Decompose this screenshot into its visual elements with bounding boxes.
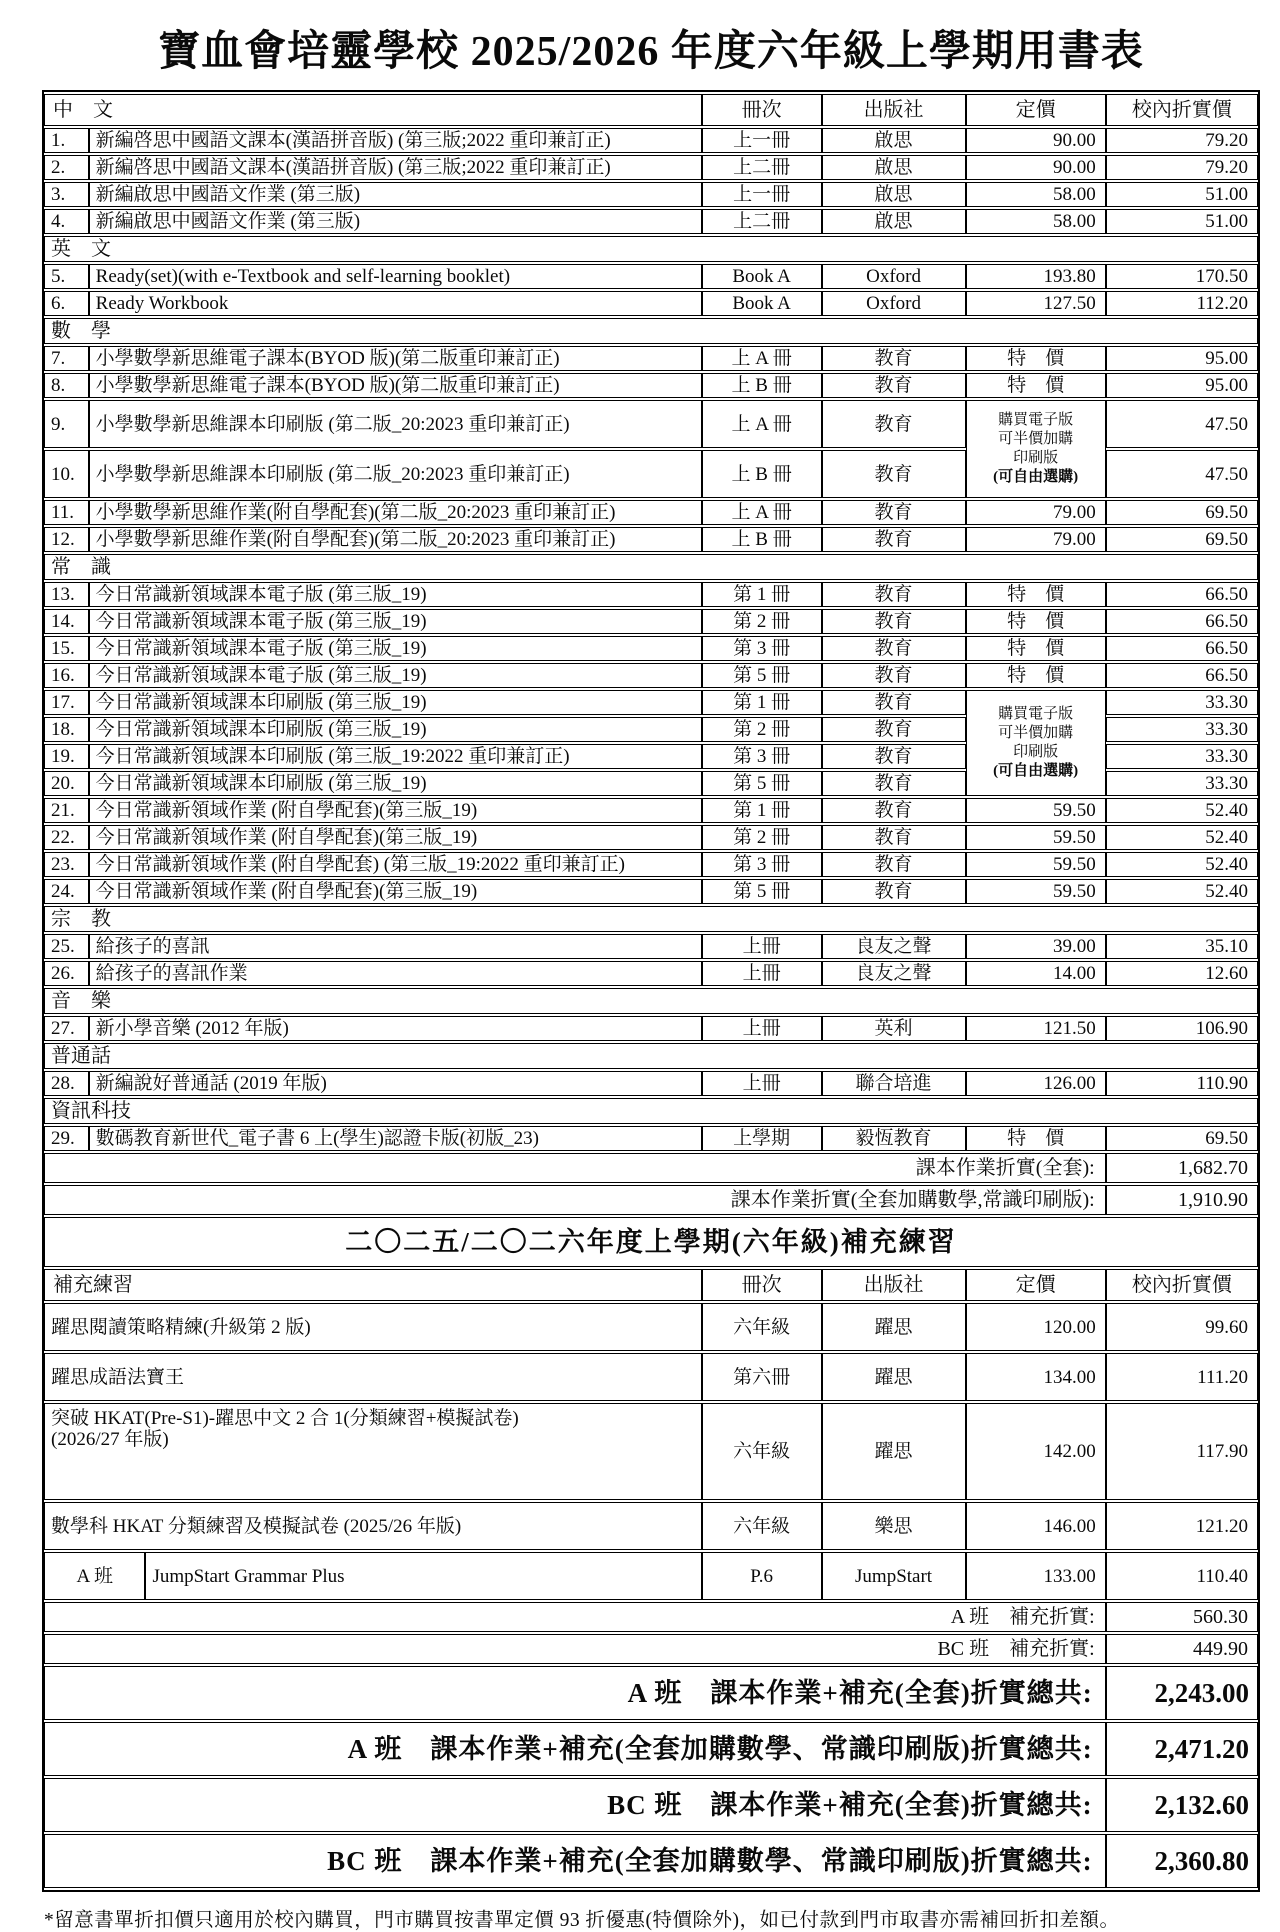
discount-cell: 52.40 — [1106, 798, 1258, 823]
list-price-cell: 121.50 — [966, 1016, 1106, 1041]
book-title-cell: 小學數學新思維課本印刷版 (第二版_20:2023 重印兼訂正) — [89, 400, 702, 448]
section-label-cell: 音 樂 — [44, 988, 1258, 1014]
volume-cell: 上 B 冊 — [702, 527, 822, 552]
volume-cell: 上 B 冊 — [702, 373, 822, 398]
subtotal-label-cell: A 班 補充折實: — [44, 1602, 1106, 1632]
book-row — [44, 1071, 1258, 1096]
item-number-cell: 3. — [44, 182, 89, 207]
subtotal-value-cell: 1,910.90 — [1106, 1185, 1258, 1215]
list-price-cell: 90.00 — [966, 128, 1106, 153]
book-title-cell: 今日常識新領域課本印刷版 (第三版_19) — [89, 690, 702, 715]
subtotal-row — [44, 1602, 1258, 1632]
item-number-cell: 24. — [44, 879, 89, 904]
volume-cell: 第 5 冊 — [702, 879, 822, 904]
list-price-cell: 39.00 — [966, 934, 1106, 959]
book-title-cell: 今日常識新領域課本電子版 (第三版_19) — [89, 663, 702, 688]
volume-cell: 六年級 — [702, 1502, 822, 1550]
publisher-cell: 教育 — [822, 663, 966, 688]
volume-cell: 上 A 冊 — [702, 400, 822, 448]
discount-cell: 79.20 — [1106, 155, 1258, 180]
item-number-cell: 29. — [44, 1126, 89, 1151]
list-price-cell: 126.00 — [966, 1071, 1106, 1096]
item-number-cell: 17. — [44, 690, 89, 715]
book-list-table — [42, 90, 1260, 1892]
volume-cell: 第六冊 — [702, 1353, 822, 1401]
book-row — [44, 690, 1258, 715]
item-number-cell: 7. — [44, 346, 89, 371]
book-row — [44, 609, 1258, 634]
book-title-cell: 今日常識新領域作業 (附自學配套)(第三版_19) — [89, 825, 702, 850]
discount-cell: 66.50 — [1106, 609, 1258, 634]
book-row — [44, 182, 1258, 207]
book-title-cell: 今日常識新領域作業 (附自學配套)(第三版_19) — [89, 879, 702, 904]
price-header-cell: 定價 — [966, 94, 1106, 126]
item-number-cell: 18. — [44, 717, 89, 742]
subtotal-value-cell: 449.90 — [1106, 1634, 1258, 1664]
book-title-cell: 小學數學新思維作業(附自學配套)(第二版_20:2023 重印兼訂正) — [89, 527, 702, 552]
supplement-title-line: (2026/27 年版) — [51, 1429, 169, 1450]
book-title-cell: 今日常識新領域作業 (附自學配套) (第三版_19:2022 重印兼訂正) — [89, 852, 702, 877]
book-row — [44, 934, 1258, 959]
item-number-cell: 19. — [44, 744, 89, 769]
publisher-cell: 教育 — [822, 636, 966, 661]
subtotal-label-cell: 課本作業折實(全套加購數學,常識印刷版): — [44, 1185, 1106, 1215]
discount-cell: 52.40 — [1106, 852, 1258, 877]
price-note-line: 購買電子版 — [998, 412, 1074, 428]
list-price-cell: 特 價 — [966, 582, 1106, 607]
item-number-cell: 20. — [44, 771, 89, 796]
price-note-line: (可自由選購) — [993, 763, 1079, 779]
discount-cell: 110.90 — [1106, 1071, 1258, 1096]
section-row — [44, 1098, 1258, 1124]
book-title-cell: JumpStart Grammar Plus — [145, 1552, 701, 1600]
discount-cell: 51.00 — [1106, 182, 1258, 207]
supplement-row — [44, 1353, 1258, 1401]
main-header-row — [44, 94, 1258, 126]
publisher-cell: 教育 — [822, 717, 966, 742]
discount-cell: 69.50 — [1106, 1126, 1258, 1151]
volume-cell: 上冊 — [702, 961, 822, 986]
book-title-cell — [44, 1303, 702, 1351]
item-number-cell: 11. — [44, 500, 89, 525]
discount-cell: 69.50 — [1106, 527, 1258, 552]
item-number-cell: 16. — [44, 663, 89, 688]
book-title-cell — [44, 1502, 702, 1550]
discount-cell: 66.50 — [1106, 663, 1258, 688]
publisher-cell: 啟思 — [822, 209, 966, 234]
item-number-cell: 1. — [44, 128, 89, 153]
merged-price-note-cell — [966, 400, 1106, 498]
discount-header-cell: 校內折實價 — [1106, 1269, 1258, 1301]
section-label-cell: 常 識 — [44, 554, 1258, 580]
book-row — [44, 852, 1258, 877]
book-title-cell: 數碼教育新世代_電子書 6 上(學生)認證卡版(初版_23) — [89, 1126, 702, 1151]
publisher-cell: 啟思 — [822, 155, 966, 180]
item-number-cell: 23. — [44, 852, 89, 877]
list-price-cell: 120.00 — [966, 1303, 1106, 1351]
publisher-cell: 教育 — [822, 609, 966, 634]
volume-cell: 第 5 冊 — [702, 663, 822, 688]
publisher-cell: 教育 — [822, 527, 966, 552]
book-row — [44, 798, 1258, 823]
publisher-header-cell: 出版社 — [822, 1269, 966, 1301]
book-title-cell — [44, 1353, 702, 1401]
book-row — [44, 400, 1258, 448]
price-note-line: 印刷版 — [1013, 450, 1059, 466]
supplement-row — [44, 1502, 1258, 1550]
supplement-title-line: 數學科 HKAT 分類練習及模擬試卷 (2025/26 年版) — [51, 1515, 462, 1537]
book-title-cell: 新小學音樂 (2012 年版) — [89, 1016, 702, 1041]
subtotal-value-cell: 560.30 — [1106, 1602, 1258, 1632]
list-price-cell: 特 價 — [966, 609, 1106, 634]
book-row — [44, 373, 1258, 398]
supplement-row — [44, 1303, 1258, 1351]
discount-cell: 51.00 — [1106, 209, 1258, 234]
book-title-cell: 新編說好普通話 (2019 年版) — [89, 1071, 702, 1096]
section-row — [44, 318, 1258, 344]
volume-cell: 上二冊 — [702, 209, 822, 234]
book-row — [44, 879, 1258, 904]
list-price-cell: 142.00 — [966, 1403, 1106, 1500]
volume-cell: 第 1 冊 — [702, 798, 822, 823]
discount-cell: 95.00 — [1106, 373, 1258, 398]
item-number-cell: 8. — [44, 373, 89, 398]
discount-cell: 33.30 — [1106, 771, 1258, 796]
list-price-cell: 特 價 — [966, 1126, 1106, 1151]
publisher-cell: 躍思 — [822, 1403, 966, 1500]
publisher-cell: 教育 — [822, 450, 966, 498]
grand-total-row — [44, 1778, 1258, 1832]
publisher-cell: 啟思 — [822, 128, 966, 153]
volume-cell: 第 2 冊 — [702, 717, 822, 742]
book-title-cell: 小學數學新思維電子課本(BYOD 版)(第二版重印兼訂正) — [89, 346, 702, 371]
price-note-line: 可半價加購 — [998, 725, 1074, 741]
item-number-cell: 10. — [44, 450, 89, 498]
discount-cell: 106.90 — [1106, 1016, 1258, 1041]
list-price-cell: 133.00 — [966, 1552, 1106, 1600]
volume-cell: 上一冊 — [702, 128, 822, 153]
list-price-cell: 134.00 — [966, 1353, 1106, 1401]
footnote: *留意書單折扣價只適用於校內購買，門市購買按書單定價 93 折優惠(特價除外)，如已付款到門市取書亦需補回折扣差額。 — [44, 1910, 1120, 1931]
publisher-cell: 教育 — [822, 690, 966, 715]
discount-cell: 110.40 — [1106, 1552, 1258, 1600]
book-row — [44, 663, 1258, 688]
list-price-cell: 58.00 — [966, 182, 1106, 207]
book-row — [44, 961, 1258, 986]
list-price-cell: 特 價 — [966, 373, 1106, 398]
item-number-cell: 28. — [44, 1071, 89, 1096]
book-row — [44, 209, 1258, 234]
supplement-row — [44, 1552, 1258, 1600]
book-title-cell — [44, 1403, 702, 1500]
publisher-cell: 躍思 — [822, 1353, 966, 1401]
publisher-cell: 樂思 — [822, 1502, 966, 1550]
item-number-cell: 9. — [44, 400, 89, 448]
discount-cell: 79.20 — [1106, 128, 1258, 153]
section-row — [44, 236, 1258, 262]
discount-cell: 33.30 — [1106, 717, 1258, 742]
volume-cell: 上 A 冊 — [702, 346, 822, 371]
price-note-line: (可自由選購) — [993, 469, 1079, 485]
grand-total-row — [44, 1666, 1258, 1720]
list-price-cell: 59.50 — [966, 798, 1106, 823]
item-number-cell: 15. — [44, 636, 89, 661]
section-label-cell: 宗 教 — [44, 906, 1258, 932]
discount-cell: 170.50 — [1106, 264, 1258, 289]
supplement-header-row — [44, 1269, 1258, 1301]
volume-cell: 上二冊 — [702, 155, 822, 180]
volume-cell: 第 1 冊 — [702, 582, 822, 607]
list-price-cell: 特 價 — [966, 636, 1106, 661]
publisher-cell: 教育 — [822, 373, 966, 398]
publisher-cell: 毅恆教育 — [822, 1126, 966, 1151]
discount-cell: 33.30 — [1106, 744, 1258, 769]
price-note-line: 印刷版 — [1013, 744, 1059, 760]
volume-cell: 上冊 — [702, 1016, 822, 1041]
discount-cell: 12.60 — [1106, 961, 1258, 986]
item-number-cell: 26. — [44, 961, 89, 986]
subject-header-cell: 中 文 — [44, 94, 702, 126]
publisher-cell: JumpStart — [822, 1552, 966, 1600]
volume-cell: 上冊 — [702, 934, 822, 959]
publisher-cell: 聯合培進 — [822, 1071, 966, 1096]
publisher-cell: 教育 — [822, 852, 966, 877]
publisher-cell: 教育 — [822, 400, 966, 448]
book-title-cell: 今日常識新領域課本電子版 (第三版_19) — [89, 582, 702, 607]
discount-cell: 33.30 — [1106, 690, 1258, 715]
discount-cell: 99.60 — [1106, 1303, 1258, 1351]
book-title-cell: 小學數學新思維作業(附自學配套)(第二版_20:2023 重印兼訂正) — [89, 500, 702, 525]
discount-cell: 47.50 — [1106, 400, 1258, 448]
publisher-cell: 教育 — [822, 346, 966, 371]
grand-total-value-cell: 2,132.60 — [1106, 1778, 1258, 1832]
subject-header-cell: 補充練習 — [44, 1269, 702, 1301]
book-row — [44, 500, 1258, 525]
list-price-cell: 59.50 — [966, 879, 1106, 904]
list-price-cell: 146.00 — [966, 1502, 1106, 1550]
item-number-cell: 27. — [44, 1016, 89, 1041]
volume-cell: 上學期 — [702, 1126, 822, 1151]
discount-cell: 112.20 — [1106, 291, 1258, 316]
book-title-cell: 小學數學新思維課本印刷版 (第二版_20:2023 重印兼訂正) — [89, 450, 702, 498]
volume-header-cell: 冊次 — [702, 94, 822, 126]
publisher-cell: 躍思 — [822, 1303, 966, 1351]
price-header-cell: 定價 — [966, 1269, 1106, 1301]
item-number-cell: 5. — [44, 264, 89, 289]
grand-total-value-cell: 2,360.80 — [1106, 1834, 1258, 1888]
grand-total-row — [44, 1834, 1258, 1888]
book-title-cell: 今日常識新領域課本電子版 (第三版_19) — [89, 609, 702, 634]
volume-cell: 上 B 冊 — [702, 450, 822, 498]
discount-cell: 52.40 — [1106, 879, 1258, 904]
book-title-cell: 新編啟思中國語文作業 (第三版) — [89, 182, 702, 207]
book-title-cell: 今日常識新領域課本電子版 (第三版_19) — [89, 636, 702, 661]
discount-cell: 35.10 — [1106, 934, 1258, 959]
volume-cell: 第 3 冊 — [702, 744, 822, 769]
section-label-cell: 英 文 — [44, 236, 1258, 262]
volume-cell: 上 A 冊 — [702, 500, 822, 525]
volume-cell: 六年級 — [702, 1403, 822, 1500]
item-number-cell: 25. — [44, 934, 89, 959]
grand-total-row — [44, 1722, 1258, 1776]
class-cell: A 班 — [44, 1552, 145, 1600]
merged-price-note-cell — [966, 690, 1106, 796]
list-price-cell: 193.80 — [966, 264, 1106, 289]
book-title-cell: 今日常識新領域課本印刷版 (第三版_19:2022 重印兼訂正) — [89, 744, 702, 769]
book-row — [44, 582, 1258, 607]
publisher-cell: 良友之聲 — [822, 961, 966, 986]
item-number-cell: 12. — [44, 527, 89, 552]
book-title-cell: Ready(set)(with e-Textbook and self-learning booklet) — [89, 264, 702, 289]
book-row — [44, 264, 1258, 289]
volume-cell: 第 1 冊 — [702, 690, 822, 715]
list-price-cell: 特 價 — [966, 663, 1106, 688]
discount-cell: 121.20 — [1106, 1502, 1258, 1550]
list-price-cell: 79.00 — [966, 500, 1106, 525]
volume-cell: 第 3 冊 — [702, 636, 822, 661]
discount-cell: 95.00 — [1106, 346, 1258, 371]
subtotal-value-cell: 1,682.70 — [1106, 1153, 1258, 1183]
volume-cell: 第 2 冊 — [702, 825, 822, 850]
book-title-cell: Ready Workbook — [89, 291, 702, 316]
discount-cell: 47.50 — [1106, 450, 1258, 498]
discount-cell: 66.50 — [1106, 636, 1258, 661]
book-title-cell: 今日常識新領域作業 (附自學配套)(第三版_19) — [89, 798, 702, 823]
section-row — [44, 554, 1258, 580]
discount-cell: 117.90 — [1106, 1403, 1258, 1500]
volume-cell: 第 2 冊 — [702, 609, 822, 634]
list-price-cell: 59.50 — [966, 852, 1106, 877]
discount-cell: 69.50 — [1106, 500, 1258, 525]
book-row — [44, 527, 1258, 552]
list-price-cell: 58.00 — [966, 209, 1106, 234]
grand-total-value-cell: 2,471.20 — [1106, 1722, 1258, 1776]
subtotal-label-cell: BC 班 補充折實: — [44, 1634, 1106, 1664]
publisher-header-cell: 出版社 — [822, 94, 966, 126]
book-row — [44, 291, 1258, 316]
discount-header-cell: 校內折實價 — [1106, 94, 1258, 126]
book-title-cell: 小學數學新思維電子課本(BYOD 版)(第二版重印兼訂正) — [89, 373, 702, 398]
section-label-cell: 數 學 — [44, 318, 1258, 344]
volume-cell: Book A — [702, 291, 822, 316]
item-number-cell: 4. — [44, 209, 89, 234]
book-row — [44, 346, 1258, 371]
publisher-cell: Oxford — [822, 291, 966, 316]
section-row — [44, 906, 1258, 932]
grand-total-label-cell: BC 班 課本作業+補充(全套加購數學、常識印刷版)折實總共: — [44, 1834, 1106, 1888]
publisher-cell: Oxford — [822, 264, 966, 289]
volume-cell: 上冊 — [702, 1071, 822, 1096]
book-row — [44, 155, 1258, 180]
book-row — [44, 825, 1258, 850]
subtotal-row — [44, 1634, 1258, 1664]
list-price-cell: 特 價 — [966, 346, 1106, 371]
book-row — [44, 128, 1258, 153]
list-price-cell: 14.00 — [966, 961, 1106, 986]
book-title-cell: 今日常識新領域課本印刷版 (第三版_19) — [89, 717, 702, 742]
supplement-title-line: 躍思閱讀策略精練(升級第 2 版) — [51, 1316, 311, 1338]
book-row — [44, 1016, 1258, 1041]
book-title-cell: 給孩子的喜訊 — [89, 934, 702, 959]
list-price-cell: 127.50 — [966, 291, 1106, 316]
supplement-title-line: 突破 HKAT(Pre-S1)-躍思中文 2 合 1(分類練習+模擬試卷) — [51, 1408, 519, 1429]
supplement-title-cell: 二〇二五/二〇二六年度上學期(六年級)補充練習 — [44, 1217, 1258, 1267]
publisher-cell: 教育 — [822, 879, 966, 904]
discount-cell: 66.50 — [1106, 582, 1258, 607]
item-number-cell: 14. — [44, 609, 89, 634]
book-title-cell: 新編啟思中國語文作業 (第三版) — [89, 209, 702, 234]
section-label-cell: 資訊科技 — [44, 1098, 1258, 1124]
publisher-cell: 教育 — [822, 500, 966, 525]
price-note-line: 購買電子版 — [998, 706, 1074, 722]
publisher-cell: 教育 — [822, 771, 966, 796]
item-number-cell: 6. — [44, 291, 89, 316]
grand-total-label-cell: A 班 課本作業+補充(全套加購數學、常識印刷版)折實總共: — [44, 1722, 1106, 1776]
grand-total-label-cell: A 班 課本作業+補充(全套)折實總共: — [44, 1666, 1106, 1720]
discount-cell: 52.40 — [1106, 825, 1258, 850]
volume-cell: 第 5 冊 — [702, 771, 822, 796]
section-row — [44, 988, 1258, 1014]
volume-header-cell: 冊次 — [702, 1269, 822, 1301]
supplement-title-line: 躍思成語法寶王 — [51, 1366, 185, 1388]
discount-cell: 111.20 — [1106, 1353, 1258, 1401]
supplement-title-row — [44, 1217, 1258, 1267]
publisher-cell: 教育 — [822, 744, 966, 769]
price-note-line: 可半價加購 — [998, 431, 1074, 447]
volume-cell: 第 3 冊 — [702, 852, 822, 877]
list-price-cell: 90.00 — [966, 155, 1106, 180]
volume-cell: 上一冊 — [702, 182, 822, 207]
book-title-cell: 給孩子的喜訊作業 — [89, 961, 702, 986]
volume-cell: Book A — [702, 264, 822, 289]
grand-total-label-cell: BC 班 課本作業+補充(全套)折實總共: — [44, 1778, 1106, 1832]
section-label-cell: 普通話 — [44, 1043, 1258, 1069]
publisher-cell: 良友之聲 — [822, 934, 966, 959]
section-row — [44, 1043, 1258, 1069]
volume-cell: 六年級 — [702, 1303, 822, 1351]
book-row — [44, 1126, 1258, 1151]
publisher-cell: 教育 — [822, 825, 966, 850]
book-title-cell: 今日常識新領域課本印刷版 (第三版_19) — [89, 771, 702, 796]
item-number-cell: 22. — [44, 825, 89, 850]
book-title-cell: 新編啓思中國語文課本(漢語拼音版) (第三版;2022 重印兼訂正) — [89, 128, 702, 153]
book-title-cell: 新編啓思中國語文課本(漢語拼音版) (第三版;2022 重印兼訂正) — [89, 155, 702, 180]
volume-cell: P.6 — [702, 1552, 822, 1600]
item-number-cell: 2. — [44, 155, 89, 180]
list-price-cell: 79.00 — [966, 527, 1106, 552]
page-title: 寶血會培靈學校 2025/2026 年度六年級上學期用書表 — [158, 29, 1144, 75]
publisher-cell: 啟思 — [822, 182, 966, 207]
subtotal-row — [44, 1185, 1258, 1215]
subtotal-row — [44, 1153, 1258, 1183]
publisher-cell: 教育 — [822, 582, 966, 607]
grand-total-value-cell: 2,243.00 — [1106, 1666, 1258, 1720]
list-price-cell: 59.50 — [966, 825, 1106, 850]
publisher-cell: 教育 — [822, 798, 966, 823]
supplement-row — [44, 1403, 1258, 1500]
book-row — [44, 636, 1258, 661]
subtotal-label-cell: 課本作業折實(全套): — [44, 1153, 1106, 1183]
item-number-cell: 21. — [44, 798, 89, 823]
item-number-cell: 13. — [44, 582, 89, 607]
publisher-cell: 英利 — [822, 1016, 966, 1041]
